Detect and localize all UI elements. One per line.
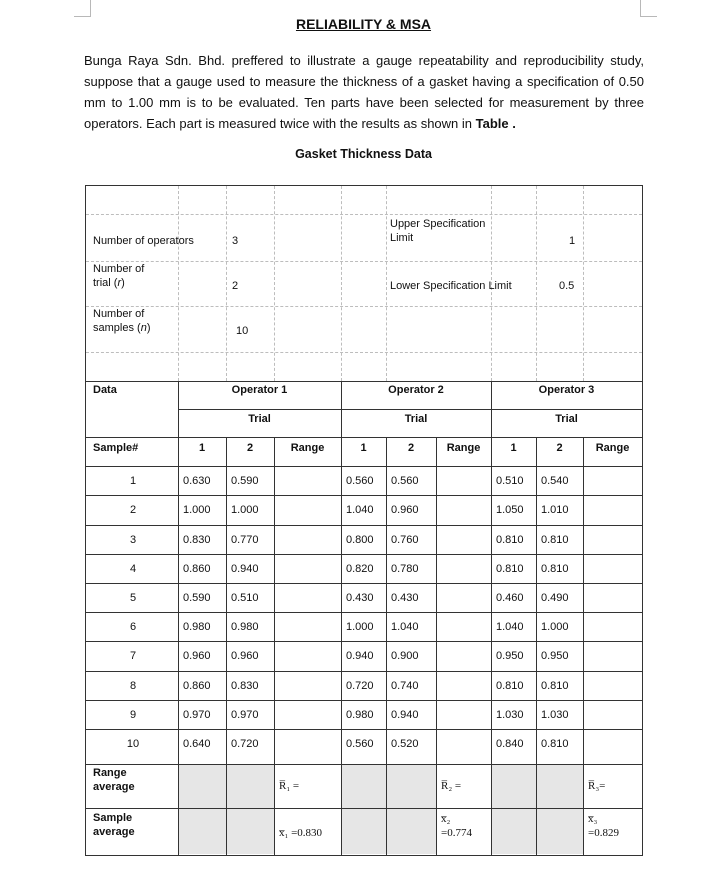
range-average-label bbox=[93, 766, 135, 794]
sample-average-label-line1: Sample bbox=[93, 812, 133, 824]
intro-paragraph bbox=[84, 50, 644, 134]
grid-line bbox=[341, 186, 342, 381]
range-average-label-line2: average bbox=[93, 781, 135, 793]
grid-line bbox=[86, 641, 642, 642]
data-header: Data bbox=[93, 384, 117, 396]
measurement-cell: 0.770 bbox=[231, 534, 259, 546]
grid-line bbox=[86, 437, 642, 438]
grid-line bbox=[178, 409, 642, 410]
measurement-cell: 0.800 bbox=[346, 534, 374, 546]
operator-2-header: Operator 2 bbox=[388, 384, 444, 396]
operator-1-header: Operator 1 bbox=[231, 384, 288, 396]
trial-header-op3: Trial bbox=[555, 413, 578, 425]
sample-average-label bbox=[93, 811, 135, 839]
measurement-cell: 0.540 bbox=[541, 475, 569, 487]
sample-number: 4 bbox=[129, 563, 137, 575]
grid-line bbox=[86, 466, 642, 467]
op3-trial1-header: 1 bbox=[510, 442, 517, 454]
sample-number: 6 bbox=[129, 621, 137, 633]
usl-label-line2: Limit bbox=[390, 232, 414, 244]
measurement-cell: 1.040 bbox=[496, 621, 524, 633]
op2-trial2-header: 2 bbox=[407, 442, 415, 454]
measurement-cell: 1.050 bbox=[496, 504, 524, 516]
grid-line bbox=[86, 261, 642, 262]
measurement-cell: 0.810 bbox=[541, 563, 569, 575]
gasket-thickness-table bbox=[85, 185, 643, 856]
trials-label-line1: Number of bbox=[93, 263, 145, 275]
measurement-cell: 0.860 bbox=[183, 680, 211, 692]
shade-cell bbox=[491, 764, 583, 854]
shade-cell bbox=[341, 764, 437, 854]
grid-line bbox=[86, 729, 642, 730]
sample-number: 10 bbox=[126, 738, 140, 750]
sample-header: Sample# bbox=[93, 442, 139, 454]
grid-line bbox=[86, 495, 642, 496]
sample-number: 9 bbox=[129, 709, 137, 721]
measurement-cell: 0.900 bbox=[391, 650, 419, 662]
intro-end: . bbox=[512, 116, 516, 131]
x3-symbol: x̅₃ bbox=[588, 813, 598, 825]
measurement-cell: 0.840 bbox=[496, 738, 524, 750]
measurement-cell: 1.000 bbox=[541, 621, 569, 633]
grid-line bbox=[536, 186, 537, 381]
measurement-cell: 0.960 bbox=[183, 650, 211, 662]
measurement-cell: 0.810 bbox=[541, 534, 569, 546]
measurement-cell: 1.010 bbox=[541, 504, 569, 516]
measurement-cell: 1.000 bbox=[346, 621, 374, 633]
measurement-cell: 0.520 bbox=[391, 738, 419, 750]
measurement-cell: 0.820 bbox=[346, 563, 374, 575]
usl-value: 1 bbox=[569, 235, 576, 247]
intro-text: Bunga Raya Sdn. Bhd. preffered to illustrate a gauge repeatability and reproducibility study, suppose that a gauge used to measure the thickness of a gasket having a specification of 0.50 mm to 1.00 mm is to be evaluated. Ten parts have been selected for measurement by three operators. Each part is measured twice with the results as shown in bbox=[84, 53, 644, 131]
grid-line bbox=[86, 583, 642, 584]
grid-line bbox=[583, 186, 584, 381]
page-corner-mark-left bbox=[74, 0, 91, 17]
lsl-value: 0.5 bbox=[559, 280, 575, 292]
samples-value: 10 bbox=[236, 325, 249, 337]
grid-line bbox=[226, 186, 227, 381]
grid-line bbox=[86, 352, 642, 353]
grid-line bbox=[86, 612, 642, 613]
operators-value: 3 bbox=[232, 235, 239, 247]
op2-trial1-header: 1 bbox=[360, 442, 367, 454]
x2-formula bbox=[441, 812, 472, 840]
measurement-cell: 0.810 bbox=[496, 563, 524, 575]
grid-line bbox=[536, 437, 537, 855]
measurement-cell: 0.940 bbox=[346, 650, 374, 662]
sample-number: 2 bbox=[129, 504, 137, 516]
sample-number: 8 bbox=[129, 680, 137, 692]
measurement-cell: 1.040 bbox=[346, 504, 374, 516]
trial-header-op2: Trial bbox=[404, 413, 428, 425]
grid-line bbox=[274, 186, 275, 381]
measurement-cell: 1.040 bbox=[391, 621, 419, 633]
samples-label bbox=[93, 307, 150, 335]
measurement-cell: 1.000 bbox=[183, 504, 211, 516]
grid-line bbox=[86, 381, 642, 382]
measurement-cell: 0.810 bbox=[496, 534, 524, 546]
r1-formula: R̅₁ = bbox=[279, 780, 300, 792]
measurement-cell: 0.510 bbox=[231, 592, 259, 604]
measurement-cell: 0.510 bbox=[496, 475, 524, 487]
grid-line bbox=[386, 437, 387, 855]
trials-label-line2: trial (r) bbox=[93, 277, 125, 289]
op2-range-header: Range bbox=[446, 442, 481, 454]
measurement-cell: 0.720 bbox=[231, 738, 259, 750]
measurement-cell: 0.560 bbox=[346, 738, 374, 750]
range-average-label-line1: Range bbox=[93, 767, 127, 779]
op1-range-header: Range bbox=[290, 442, 325, 454]
grid-line bbox=[386, 186, 387, 381]
grid-line bbox=[86, 671, 642, 672]
measurement-cell: 0.980 bbox=[346, 709, 374, 721]
grid-line bbox=[86, 214, 642, 215]
measurement-cell: 0.950 bbox=[496, 650, 524, 662]
measurement-cell: 0.940 bbox=[231, 563, 259, 575]
measurement-cell: 0.970 bbox=[183, 709, 211, 721]
measurement-cell: 0.460 bbox=[496, 592, 524, 604]
measurement-cell: 0.830 bbox=[231, 680, 259, 692]
measurement-cell: 0.830 bbox=[183, 534, 211, 546]
measurement-cell: 0.810 bbox=[541, 738, 569, 750]
measurement-cell: 0.960 bbox=[231, 650, 259, 662]
measurement-cell: 0.980 bbox=[231, 621, 259, 633]
op3-trial2-header: 2 bbox=[556, 442, 563, 454]
measurement-cell: 0.430 bbox=[346, 592, 374, 604]
grid-line bbox=[86, 306, 642, 307]
measurement-cell: 0.970 bbox=[231, 709, 259, 721]
measurement-cell: 0.960 bbox=[391, 504, 419, 516]
measurement-cell: 0.430 bbox=[391, 592, 419, 604]
samples-label-line1: Number of bbox=[93, 308, 145, 320]
grid-line bbox=[178, 186, 179, 381]
measurement-cell: 1.030 bbox=[496, 709, 524, 721]
op3-range-header: Range bbox=[595, 442, 630, 454]
grid-line bbox=[274, 437, 275, 855]
sample-number: 1 bbox=[129, 475, 137, 487]
x2-symbol: x̅₂ bbox=[441, 813, 451, 825]
measurement-cell: 0.740 bbox=[391, 680, 419, 692]
lsl-label: Lower Specification Limit bbox=[390, 280, 512, 292]
usl-label-line1: Upper Specification bbox=[390, 218, 486, 230]
measurement-cell: 1.000 bbox=[231, 504, 259, 516]
page-corner-mark-right bbox=[640, 0, 657, 17]
op1-trial1-header: 1 bbox=[198, 442, 206, 454]
trials-label bbox=[93, 262, 144, 290]
grid-line bbox=[86, 525, 642, 526]
grid-line bbox=[86, 808, 642, 809]
measurement-cell: 0.590 bbox=[231, 475, 259, 487]
table-caption: Gasket Thickness Data bbox=[295, 147, 432, 161]
r2-formula: R̅₂ = bbox=[441, 780, 462, 792]
measurement-cell: 0.940 bbox=[391, 709, 419, 721]
measurement-cell: 0.810 bbox=[496, 680, 524, 692]
trials-value: 2 bbox=[232, 280, 239, 292]
grid-line bbox=[583, 437, 584, 855]
operators-label: Number of operators bbox=[93, 235, 194, 247]
measurement-cell: 0.810 bbox=[541, 680, 569, 692]
sample-number: 3 bbox=[129, 534, 137, 546]
measurement-cell: 0.560 bbox=[346, 475, 374, 487]
r3-formula: R̅₃= bbox=[588, 780, 606, 792]
grid-line bbox=[436, 437, 437, 855]
page-title: RELIABILITY & MSA bbox=[295, 16, 432, 32]
sample-number: 7 bbox=[129, 650, 137, 662]
measurement-cell: 0.780 bbox=[391, 563, 419, 575]
measurement-cell: 0.630 bbox=[183, 475, 211, 487]
usl-label bbox=[390, 217, 485, 245]
grid-line bbox=[86, 700, 642, 701]
measurement-cell: 0.640 bbox=[183, 738, 211, 750]
measurement-cell: 0.950 bbox=[541, 650, 569, 662]
samples-label-line2: samples (n) bbox=[93, 322, 151, 334]
sample-average-label-line2: average bbox=[93, 826, 135, 838]
measurement-cell: 0.860 bbox=[183, 563, 211, 575]
measurement-cell: 0.980 bbox=[183, 621, 211, 633]
grid-line bbox=[226, 437, 227, 855]
grid-line bbox=[86, 554, 642, 555]
measurement-cell: 0.590 bbox=[183, 592, 211, 604]
x2-value: =0.774 bbox=[441, 827, 472, 839]
measurement-cell: 1.030 bbox=[541, 709, 569, 721]
x3-value: =0.829 bbox=[588, 827, 619, 839]
x3-formula bbox=[588, 812, 619, 840]
table-reference: Table bbox=[475, 116, 509, 131]
measurement-cell: 0.490 bbox=[541, 592, 569, 604]
op1-trial2-header: 2 bbox=[246, 442, 254, 454]
operator-3-header: Operator 3 bbox=[538, 384, 595, 396]
measurement-cell: 0.720 bbox=[346, 680, 374, 692]
measurement-cell: 0.760 bbox=[391, 534, 419, 546]
sample-number: 5 bbox=[129, 592, 137, 604]
x1-formula: x̅₁ =0.830 bbox=[279, 827, 323, 839]
trial-header-op1: Trial bbox=[248, 413, 271, 425]
measurement-cell: 0.560 bbox=[391, 475, 419, 487]
grid-line bbox=[86, 764, 642, 765]
